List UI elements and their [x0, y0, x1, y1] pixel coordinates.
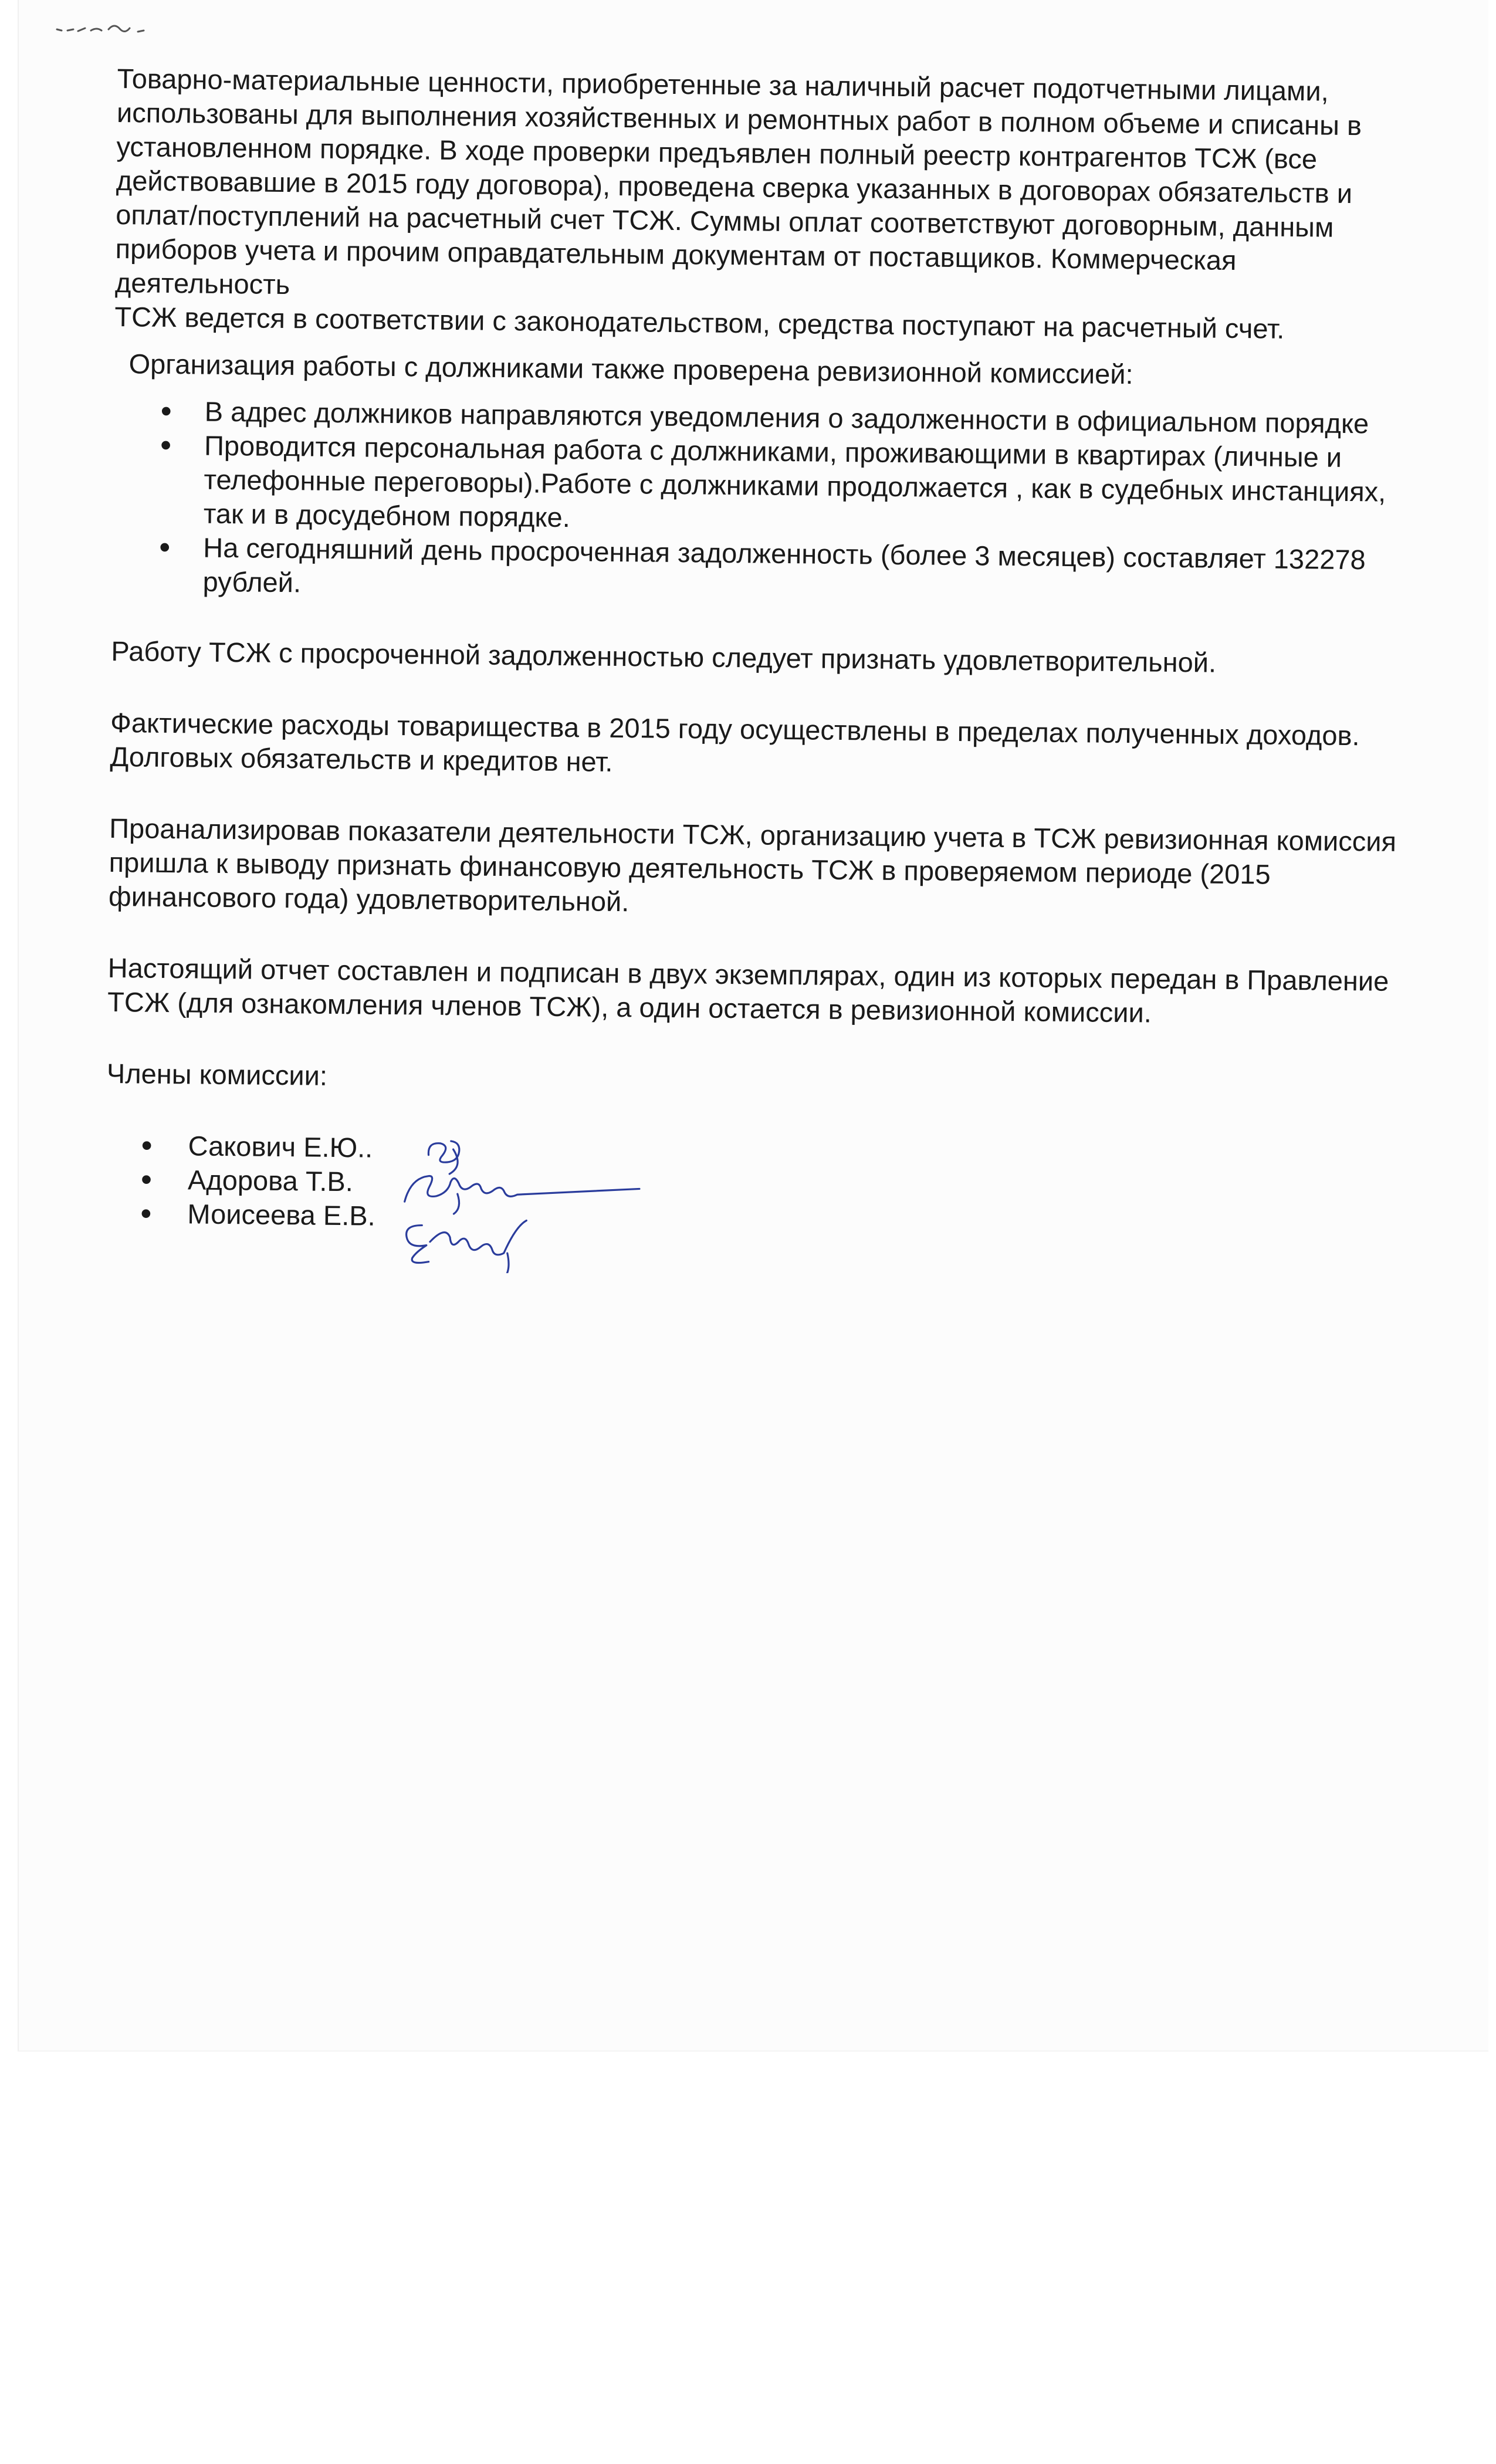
debtors-list-item: • В адрес должников направляются уведомления о задолженности в официальном порядке	[113, 394, 1416, 441]
debtors-intro: Организация работы с должниками также проверена ревизионной комиссией:	[128, 348, 1133, 390]
corner-scribble-mark	[56, 16, 179, 40]
member-name: • Моисеева Е.В.	[105, 1196, 1407, 1244]
member-name: • Адорова Т.В.	[106, 1162, 1408, 1210]
members-heading: Члены комиссии:	[106, 1057, 328, 1091]
member-name: • Сакович Е.Ю..	[106, 1128, 1408, 1176]
members-block	[105, 1128, 1409, 1244]
final-conclusion: Проанализировав показатели деятельности ТСЖ, организацию учета в ТСЖ ревизионная комиссия пришла к выводу признать финансовую деятельность ТСЖ в проверяемом периоде (2015 финансового года) удовлетворительной.	[108, 812, 1397, 918]
debtors-list-item: • На сегодняшний день просроченная задолженность (более 3 месяцев) составляет 132278 рублей.	[111, 530, 1414, 611]
members-list	[105, 1128, 1409, 1244]
handwritten-signatures	[392, 1137, 651, 1275]
debt-conclusion: Работу ТСЖ с просроченной задолженностью следует признать удовлетворительной.	[111, 635, 1217, 678]
copies-note: Настоящий отчет составлен и подписан в двух экземплярах, один из которых передан в Правление ТСЖ (для ознакомления членов ТСЖ), а один остается в ревизионной комиссии.	[107, 952, 1389, 1028]
document-body	[105, 62, 1420, 1244]
debtors-list	[111, 394, 1416, 611]
debtors-list-item: • Проводится персональная работа с должниками, проживающими в квартирах (личные и телефонные переговоры).Работе с должниками продолжается , как в судебных инстанциях, так и в досудебном порядке.	[113, 428, 1416, 543]
expenses-paragraph: Фактические расходы товарищества в 2015 году осуществлены в пределах полученных доходов. Долговых обязательств и кредитов нет.	[110, 706, 1360, 777]
paragraph-inventory-audit: Товарно-материальные ценности, приобретенные за наличный расчет подотчетными лицами, использованы для выполнения хозяйственных и ремонтных работ в полном объеме и списаны в установленном порядке. В ходе проверки предъявлен полный реестр контрагентов ТСЖ (все действовавшие в 2015 году договора), проведена сверка указанных в договорах обязательств и оплат/поступлений на расчетный счет ТСЖ. Суммы оплат соответствуют договорным, данным приборов учета и прочим оправдательным документам от поставщиков. Коммерческая деятельность ТСЖ ведется в соответствии с законодательством, средства поступают на расчетный счет.	[114, 62, 1362, 344]
